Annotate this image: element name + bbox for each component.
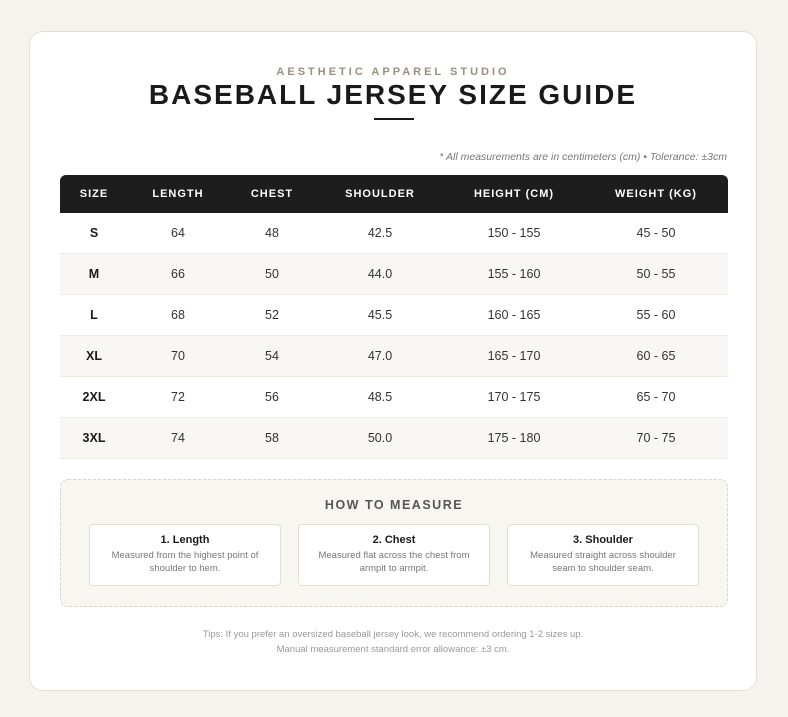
size-cell: L [60,295,128,336]
measure-card-description: Measured flat across the chest from armpit to armpit. [318,550,470,574]
weight-cell: 45 - 50 [584,213,728,254]
measure-card-title: 1. Length [160,534,210,546]
weight-cell: 55 - 60 [584,295,728,336]
chest-cell: 48 [228,213,316,254]
shoulder-cell: 47.0 [316,336,444,377]
length-cell: 70 [128,336,228,377]
length-cell: 64 [128,213,228,254]
measure-card-title: 3. Shoulder [573,534,633,546]
column-header-shoulder: SHOULDER [316,175,444,213]
height-cell: 165 - 170 [444,336,584,377]
table-row [60,377,728,418]
length-cell: 68 [128,295,228,336]
measure-card-length [89,524,281,586]
title-divider [374,118,414,120]
page-title: BASEBALL JERSEY SIZE GUIDE [148,79,638,110]
size-cell: XL [60,336,128,377]
shoulder-cell: 42.5 [316,213,444,254]
shoulder-cell: 50.0 [316,418,444,459]
measure-card-title: 2. Chest [372,534,416,546]
length-cell: 66 [128,254,228,295]
table-row [60,254,728,295]
chest-cell: 50 [228,254,316,295]
table-row [60,295,728,336]
measurement-note: * All measurements are in centimeters (cm) • Tolerance: ±3cm [439,151,727,163]
table-row [60,336,728,377]
weight-cell: 65 - 70 [584,377,728,418]
shoulder-cell: 44.0 [316,254,444,295]
column-header-length: LENGTH [128,175,228,213]
measure-card-description: Measured from the highest point of shoulder to hem. [111,550,259,574]
column-header-size: SIZE [60,175,128,213]
how-to-measure-panel [60,479,728,607]
table-row [60,418,728,459]
table-header-row [60,175,728,213]
chest-cell: 56 [228,377,316,418]
height-cell: 170 - 175 [444,377,584,418]
size-cell: 3XL [60,418,128,459]
shoulder-cell: 45.5 [316,295,444,336]
footer-tips [30,627,756,657]
column-header-chest: CHEST [228,175,316,213]
measure-card-shoulder [507,524,699,586]
column-header-weight: WEIGHT (KG) [584,175,728,213]
height-cell: 155 - 160 [444,254,584,295]
how-to-measure-title: HOW TO MEASURE [324,498,464,512]
height-cell: 175 - 180 [444,418,584,459]
size-cell: S [60,213,128,254]
length-cell: 74 [128,418,228,459]
size-cell: M [60,254,128,295]
weight-cell: 50 - 55 [584,254,728,295]
chest-cell: 52 [228,295,316,336]
weight-cell: 60 - 65 [584,336,728,377]
height-cell: 150 - 155 [444,213,584,254]
size-cell: 2XL [60,377,128,418]
table-row [60,213,728,254]
measure-card-chest [298,524,490,586]
chest-cell: 54 [228,336,316,377]
size-table [60,175,728,459]
column-header-height: HEIGHT (CM) [444,175,584,213]
size-guide-card [29,31,757,691]
height-cell: 160 - 165 [444,295,584,336]
chest-cell: 58 [228,418,316,459]
weight-cell: 70 - 75 [584,418,728,459]
length-cell: 72 [128,377,228,418]
tip-line: Tips: If you prefer an oversized baseball jersey look, we recommend ordering 1-2 sizes up. [202,629,584,640]
shoulder-cell: 48.5 [316,377,444,418]
brand-name: AESTHETIC APPAREL STUDIO [276,66,510,78]
measure-card-description: Measured straight across shoulder seam to shoulder seam. [530,550,676,574]
tip-line: Manual measurement standard error allowance: ±3 cm. [276,644,510,655]
